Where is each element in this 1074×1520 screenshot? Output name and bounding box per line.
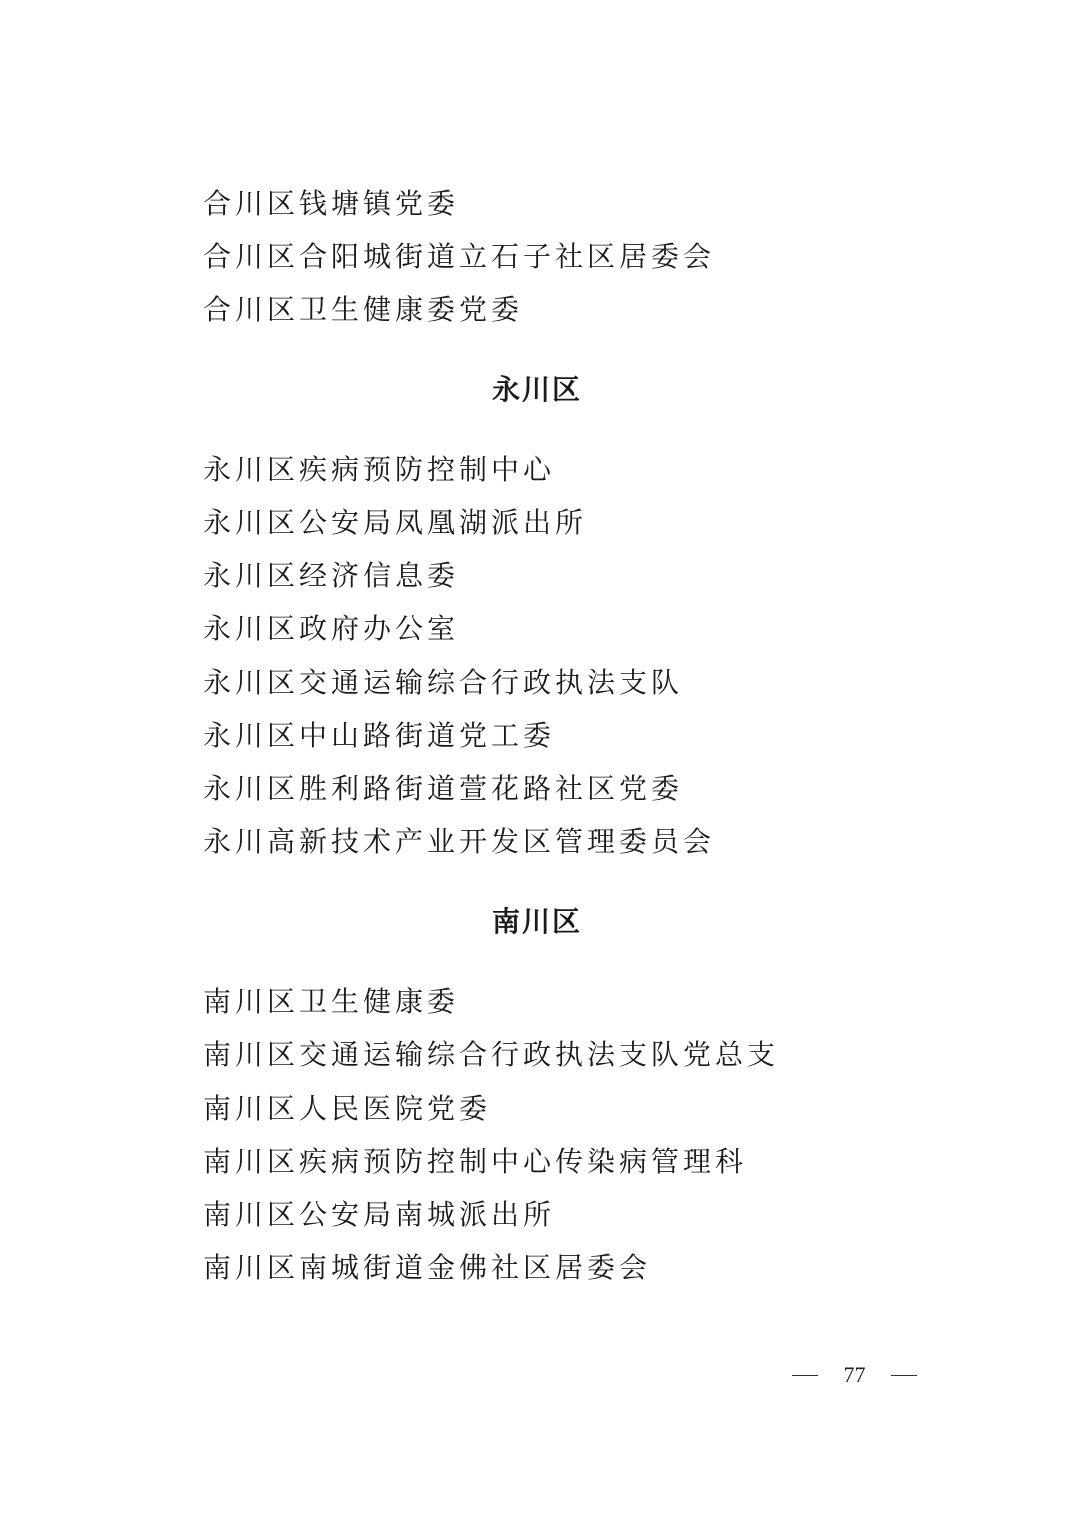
list-item: 南川区南城街道金佛社区居委会 [203, 1251, 652, 1284]
list-item: 永川区中山路街道党工委 [203, 719, 556, 752]
list-item: 永川高新技术产业开发区管理委员会 [203, 825, 716, 858]
list-item: 南川区公安局南城派出所 [203, 1198, 556, 1231]
list-item: 南川区人民医院党委 [203, 1092, 492, 1125]
list-item: 永川区公安局凤凰湖派出所 [203, 506, 588, 539]
list-item: 合川区卫生健康委党委 [203, 293, 524, 326]
list-item: 永川区疾病预防控制中心 [203, 453, 556, 486]
list-item: 合川区合阳城街道立石子社区居委会 [203, 240, 716, 273]
list-item: 南川区卫生健康委 [203, 985, 460, 1018]
list-item: 合川区钱塘镇党委 [203, 187, 460, 220]
list-item: 永川区经济信息委 [203, 559, 460, 592]
section-heading: 南川区 [491, 905, 582, 938]
section-heading: 永川区 [491, 373, 582, 406]
page-footer [792, 1360, 917, 1390]
footer-dash-right [891, 1375, 917, 1376]
footer-dash-left [792, 1375, 818, 1376]
list-item: 南川区交通运输综合行政执法支队党总支 [203, 1038, 780, 1071]
page-number: 77 [843, 1362, 866, 1387]
list-item: 永川区交通运输综合行政执法支队 [203, 666, 684, 699]
list-item: 永川区政府办公室 [203, 612, 460, 645]
list-item: 南川区疾病预防控制中心传染病管理科 [203, 1145, 748, 1178]
list-item: 永川区胜利路街道萱花路社区党委 [203, 772, 684, 805]
